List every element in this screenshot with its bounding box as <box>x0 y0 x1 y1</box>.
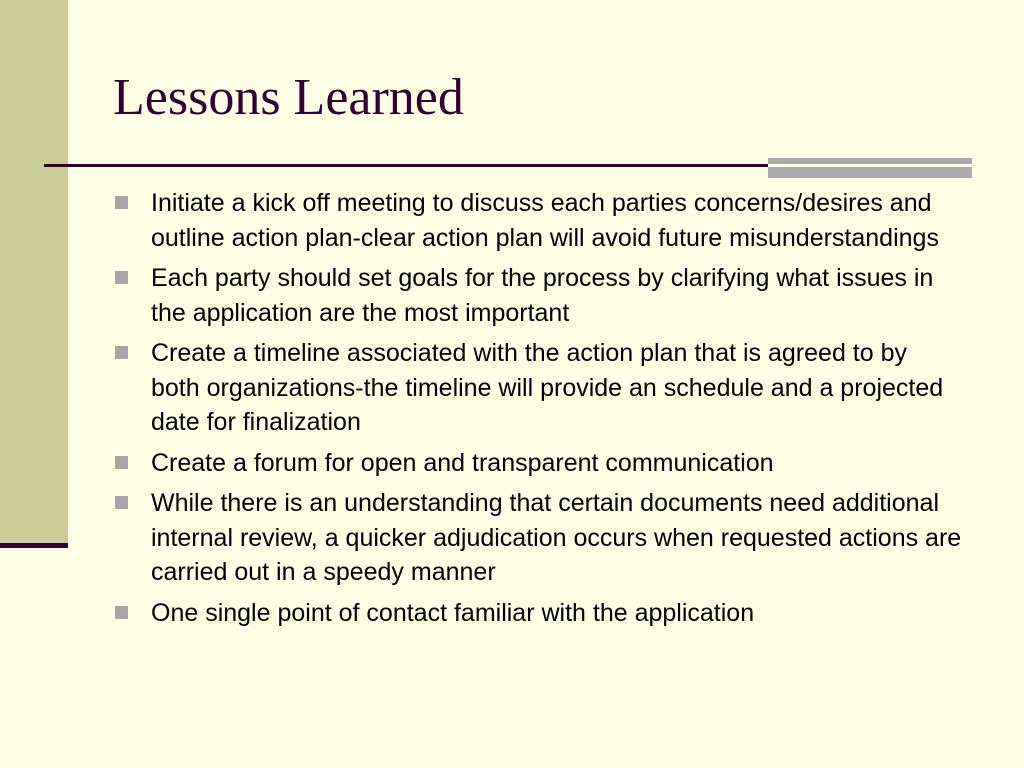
bullet-text: Initiate a kick off meeting to discuss each parties concerns/desires and outline action plan-clear action plan will avoid future misunderstandings <box>151 189 939 252</box>
square-bullet-icon <box>115 496 128 509</box>
square-bullet-icon <box>115 346 128 359</box>
bullet-item <box>112 486 962 590</box>
left-decorative-band <box>0 0 68 545</box>
bullet-item <box>112 446 962 481</box>
accent-bar-bottom <box>768 167 972 178</box>
title-rule-accent <box>768 158 972 178</box>
left-band-accent-line <box>0 543 68 548</box>
accent-bar-top <box>768 158 972 164</box>
bullet-text: Create a timeline associated with the action plan that is agreed to by both organizations-the timeline will provide an schedule and a projected date for finalization <box>151 339 944 436</box>
square-bullet-icon <box>115 456 128 469</box>
bullet-text: One single point of contact familiar with the application <box>151 598 755 627</box>
bullet-text: Create a forum for open and transparent communication <box>151 448 774 477</box>
slide-title: Lessons Learned <box>113 69 464 126</box>
bullet-list <box>112 186 962 636</box>
bullet-text: While there is an understanding that certain documents need additional internal review, a quicker adjudication occurs when requested actions are carried out in a speedy manner <box>151 489 962 586</box>
square-bullet-icon <box>115 271 128 284</box>
bullet-item <box>112 596 962 631</box>
bullet-item <box>112 186 962 255</box>
title-underline-rule <box>44 164 768 167</box>
bullet-item <box>112 261 962 330</box>
bullet-text: Each party should set goals for the process by clarifying what issues in the application are the most important <box>151 264 934 327</box>
square-bullet-icon <box>115 196 128 209</box>
bullet-item <box>112 336 962 440</box>
square-bullet-icon <box>115 606 128 619</box>
